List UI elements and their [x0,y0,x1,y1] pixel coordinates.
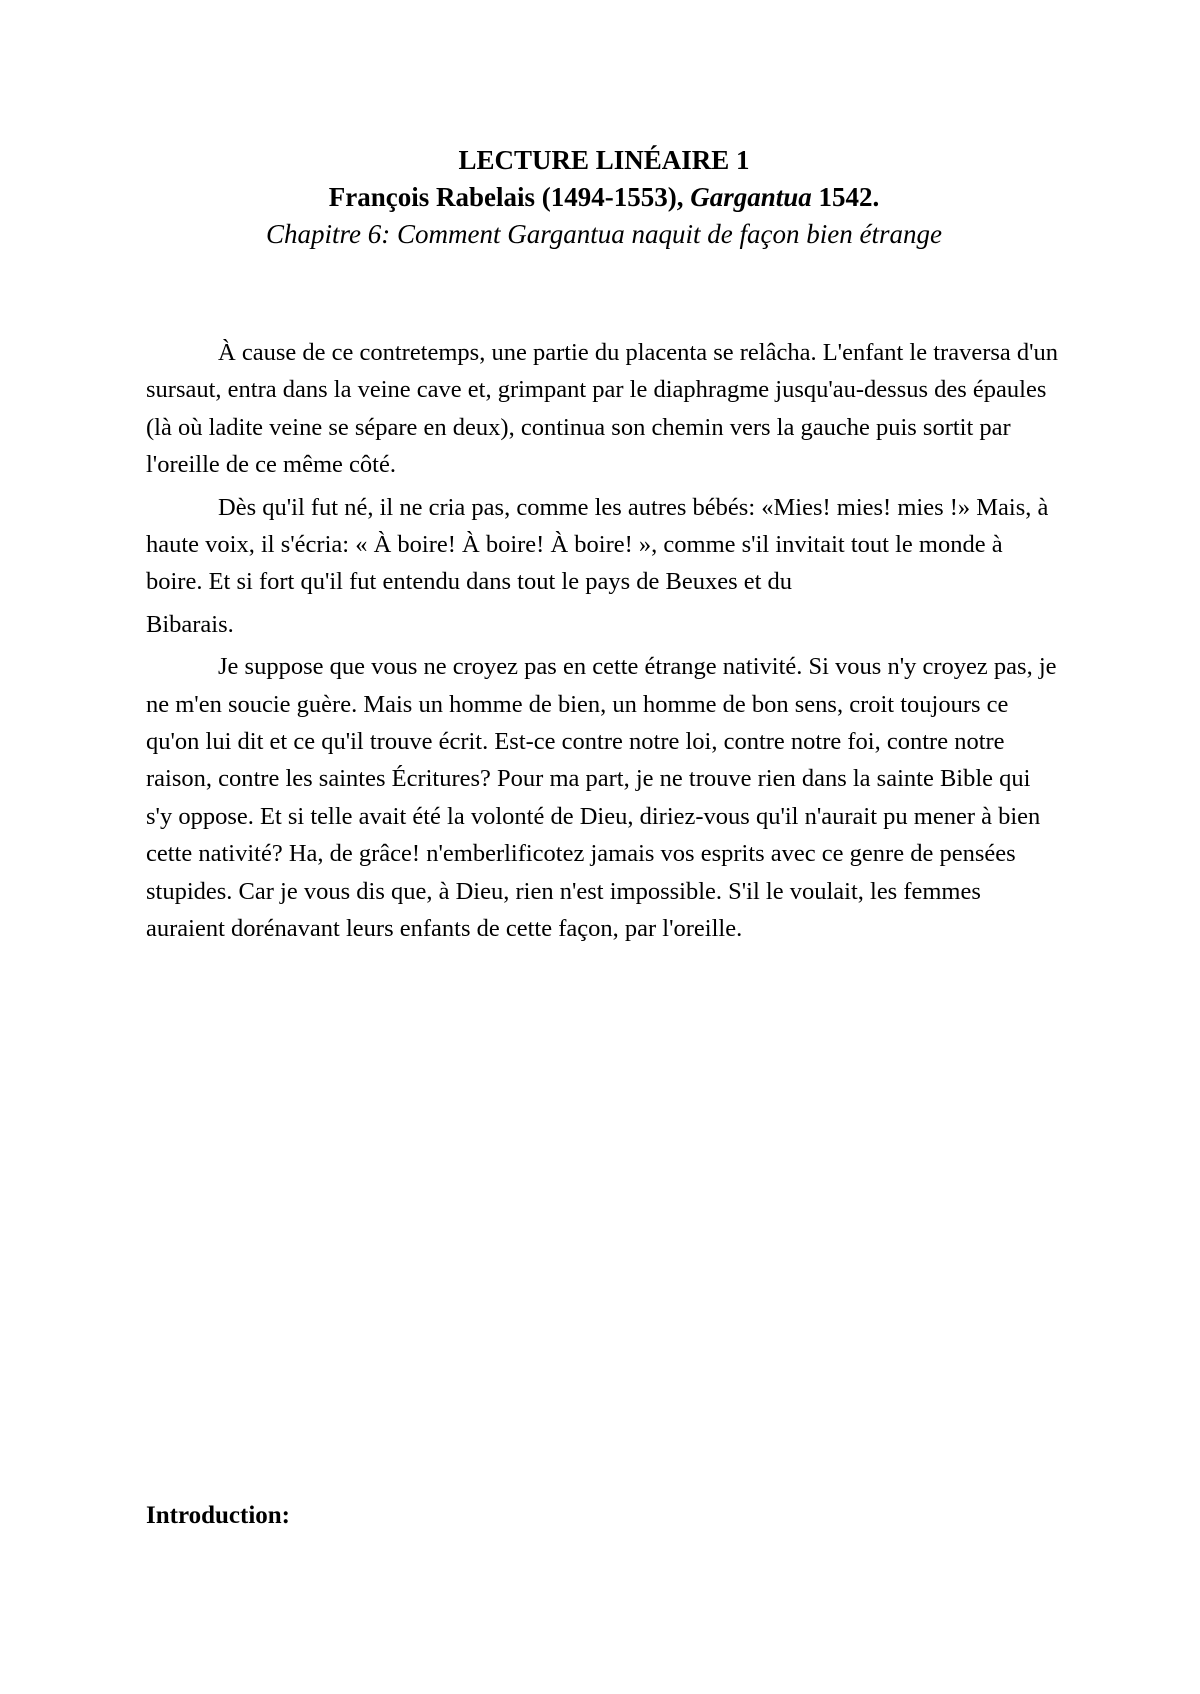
paragraph-1: À cause de ce contretemps, une partie du placenta se relâcha. L'enfant le traversa d'un sursaut, entra dans la veine cave et, grimpant par le diaphragme jusqu'au-dessus des épaules (là où ladite veine se sépare en deux), continua son chemin vers la gauche puis sortit par l'oreille de ce même côté. [146,339,1059,479]
document-header [146,142,1062,253]
chapter-title: Chapitre 6: Comment Gargantua naquit de façon bien étrange [266,219,942,249]
introduction-heading: Introduction: [146,1502,291,1529]
paragraph-3: Je suppose que vous ne croyez pas en cette étrange nativité. Si vous n'y croyez pas, je ne m'en soucie guère. Mais un homme de bien, un homme de bon sens, croit toujours ce qu'on lui dit et ce qu'il trouve écrit. Est-ce contre notre loi, contre notre foi, contre notre raison, contre les saintes Écritures? Pour ma part, je ne trouve rien dans la sainte Bible qui s'y oppose. Et si telle avait été la volonté de Dieu, diriez-vous qu'il n'aurait pu mener à bien cette nativité? Ha, de grâce! n'emberlificotez jamais vos esprits avec ce genre de pensées stupides. Car je vous dis que, à Dieu, rien n'est impossible. S'il le voulait, les femmes auraient dorénavant leurs enfants de cette façon, par l'oreille. [146,653,1057,943]
page-title: LECTURE LINÉAIRE 1 [458,145,750,175]
author-line [146,179,1062,216]
author-line-suffix: 1542. [811,182,880,212]
paragraph-2: Dès qu'il fut né, il ne cria pas, comme les autres bébés: «Mies! mies! mies !» Mais, à haute voix, il s'écria: « À boire! À boire! À boire! », comme s'il invitait tout le monde à boire. Et si fort qu'il fut entendu dans tout le pays de Beuxes et du [146,493,1049,596]
excerpt-text [146,334,1062,953]
paragraph-2-continuation: Bibarais. [146,610,234,638]
work-title: Gargantua [690,182,812,212]
author-line-prefix: François Rabelais (1494-1553), [328,182,691,212]
